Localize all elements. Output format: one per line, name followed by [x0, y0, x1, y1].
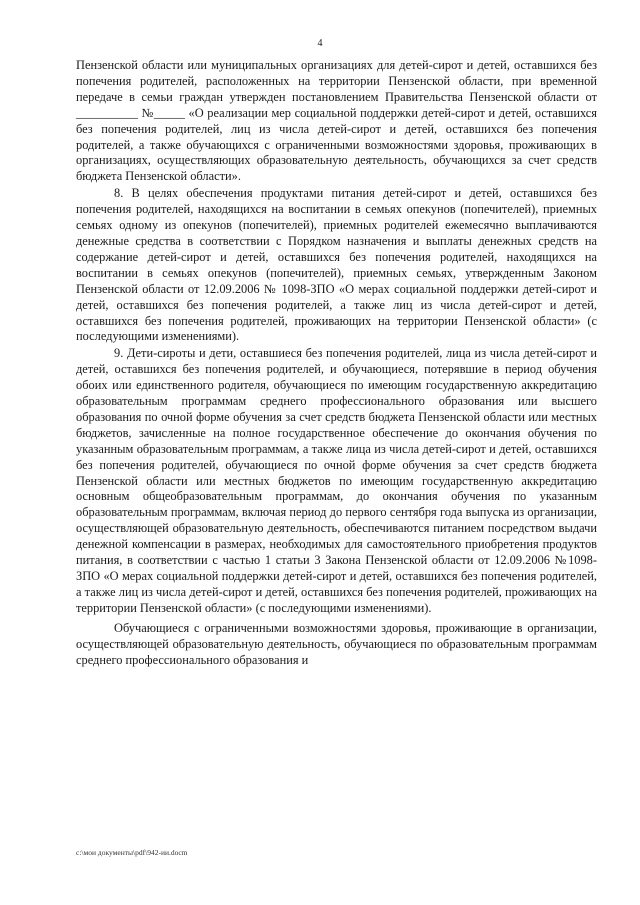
- paragraph-item-8: 8. В целях обеспечения продуктами питания детей-сирот и детей, оставшихся без попечения родителей, находящихся на воспитании в семьях опекунов (попечителей), приемных семьях одному из опекунов (попечителей), приемных родителей ежемесячно выплачиваются денежные средства в соответствии с Порядком назначения и выплаты денежных средств на содержание детей-сирот и детей, оставшихся без попечения родителей, находящихся на воспитании в семьях опекунов (попечителей), приемных семьях, утвержденным Законом Пензенской области от 12.09.2006 № 1098-ЗПО «О мерах социальной поддержки детей-сирот и детей, оставшихся без попечения родителей, а также лиц из числа детей-сирот и детей, оставшихся без попечения родителей, проживающих на территории Пензенской области» (с последующими изменениями).: [76, 186, 597, 344]
- paragraph-item-9: 9. Дети-сироты и дети, оставшиеся без попечения родителей, лица из числа детей-сирот и детей, оставшихся без попечения родителей, и обучающиеся, потерявшие в период обучения обоих или единственного родителя, обучающиеся по имеющим государственную аккредитацию образовательным программам среднего профессионального образования или высшего образования по очной форме обучения за счет средств бюджета Пензенской области или местных бюджетов, зачисленные на полное государственное обеспечение до окончания обучения по указанным образовательным программам, а также лица из числа детей-сирот и детей, оставшихся без попечения родителей, обучающиеся по очной форме обучения за счет средств бюджета Пензенской области или местных бюджетов по имеющим государственную аккредитацию основным общеобразовательным программам, до окончания обучения по указанным образовательным программам, включая период до первого сентября года выпуска из организации, осуществляющей образовательную деятельность, обеспечиваются питанием посредством выдачи денежной компенсации в размерах, необходимых для самостоятельного приобретения продуктов питания, в соответствии с частью 1 статьи 3 Закона Пензенской области от 12.09.2006 №1098-ЗПО «О мерах социальной поддержки детей-сирот и детей, оставшихся без попечения родителей, а также лиц из числа детей-сирот и детей, оставшихся без попечения родителей, проживающих на территории Пензенской области» (с последующими изменениями).: [76, 346, 597, 615]
- page-number: 4: [317, 38, 323, 49]
- paragraph-continuation: Пензенской области или муниципальных организациях для детей-сирот и детей, оставшихся без попечения родителей, расположенных на территории Пензенской области, при временной передаче в семьи граждан утвержден постановлением Правительства Пензенской области от __________ №_____ «О реализации мер социальной поддержки детей-сирот и детей, оставшихся без попечения родителей, лиц из числа детей-сирот и детей, оставшихся без попечения родителей, а также обучающихся с ограниченными возможностями здоровья, проживающих в организациях, осуществляющих образовательную деятельность, обучающихся за счет средств бюджета Пензенской области».: [76, 58, 597, 184]
- footer-file-path: c:\мои документы\pdf\942-ии.docm: [76, 848, 188, 857]
- paragraph-disabilities: Обучающиеся с ограниченными возможностями здоровья, проживающие в организации, осуществляющей образовательную деятельность, обучающиеся по образовательным программам среднего профессионального образования и: [76, 620, 597, 667]
- document-body: [76, 58, 597, 668]
